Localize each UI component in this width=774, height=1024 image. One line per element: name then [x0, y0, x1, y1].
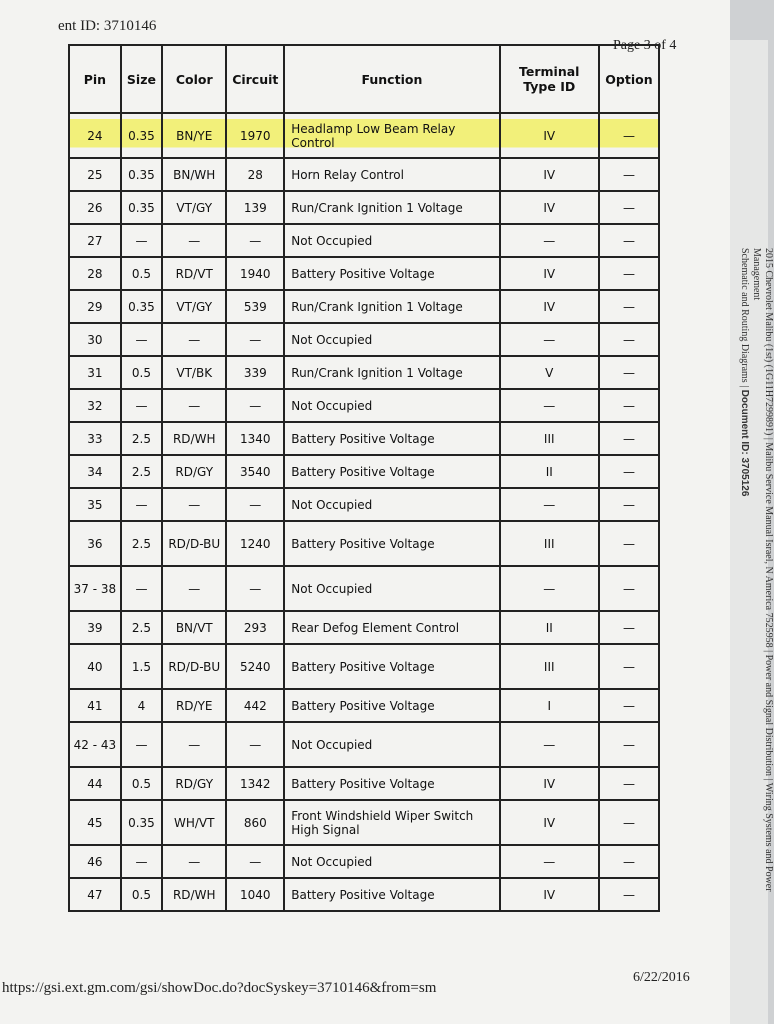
color-cell: RD/WH [162, 422, 226, 455]
option-cell: — [599, 257, 659, 290]
option-cell: — [599, 422, 659, 455]
table-row [69, 800, 659, 845]
terminal-type-cell: — [500, 722, 599, 767]
source-url: https://gsi.ext.gm.com/gsi/showDoc.do?docSyskey=3710146&from=sm [2, 980, 437, 996]
terminal-type-cell: IV [500, 113, 599, 158]
terminal-type-cell: III [500, 644, 599, 689]
table-row [69, 158, 659, 191]
function-cell: Battery Positive Voltage [284, 422, 499, 455]
pin-cell: 27 [69, 224, 121, 257]
function-cell: Rear Defog Element Control [284, 611, 499, 644]
circuit-cell: 139 [226, 191, 284, 224]
pin-cell: 33 [69, 422, 121, 455]
table-header [69, 45, 659, 113]
color-cell: BN/VT [162, 611, 226, 644]
function-cell: Not Occupied [284, 845, 499, 878]
option-cell: — [599, 722, 659, 767]
option-cell: — [599, 389, 659, 422]
table-row [69, 689, 659, 722]
table-row [69, 611, 659, 644]
pin-cell: 44 [69, 767, 121, 800]
terminal-type-cell: — [500, 845, 599, 878]
size-cell: — [121, 488, 162, 521]
color-cell: RD/VT [162, 257, 226, 290]
color-cell: WH/VT [162, 800, 226, 845]
circuit-cell: — [226, 389, 284, 422]
color-cell: RD/D-BU [162, 521, 226, 566]
terminal-type-cell: — [500, 566, 599, 611]
circuit-cell: 339 [226, 356, 284, 389]
color-cell: BN/WH [162, 158, 226, 191]
table-row [69, 356, 659, 389]
circuit-cell: 1040 [226, 878, 284, 911]
color-cell: VT/GY [162, 191, 226, 224]
circuit-cell: 28 [226, 158, 284, 191]
function-cell: Battery Positive Voltage [284, 767, 499, 800]
size-cell: 1.5 [121, 644, 162, 689]
size-cell: 0.35 [121, 191, 162, 224]
option-cell: — [599, 845, 659, 878]
function-cell: Front Windshield Wiper Switch High Signal [284, 800, 499, 845]
table-row [69, 290, 659, 323]
size-cell: 0.5 [121, 356, 162, 389]
size-cell: 2.5 [121, 455, 162, 488]
size-cell: 2.5 [121, 611, 162, 644]
table-row [69, 767, 659, 800]
terminal-type-cell: — [500, 488, 599, 521]
terminal-type-cell: IV [500, 878, 599, 911]
side-breadcrumb-line2: Schematic and Routing Diagrams | [739, 248, 750, 388]
pin-cell: 46 [69, 845, 121, 878]
color-cell: RD/WH [162, 878, 226, 911]
pin-cell: 39 [69, 611, 121, 644]
pin-cell: 25 [69, 158, 121, 191]
pin-cell: 29 [69, 290, 121, 323]
option-cell: — [599, 878, 659, 911]
function-cell: Run/Crank Ignition 1 Voltage [284, 356, 499, 389]
circuit-cell: — [226, 566, 284, 611]
size-cell: — [121, 323, 162, 356]
function-cell: Run/Crank Ignition 1 Voltage [284, 191, 499, 224]
circuit-cell: — [226, 323, 284, 356]
size-cell: — [121, 566, 162, 611]
function-cell: Run/Crank Ignition 1 Voltage [284, 290, 499, 323]
document-id: ent ID: 3710146 [58, 18, 157, 34]
pin-cell: 30 [69, 323, 121, 356]
pin-cell: 47 [69, 878, 121, 911]
pin-cell: 42 - 43 [69, 722, 121, 767]
size-cell: 0.5 [121, 257, 162, 290]
table-row [69, 422, 659, 455]
circuit-cell: 539 [226, 290, 284, 323]
pin-cell: 45 [69, 800, 121, 845]
page-number: Page 3 of 4 [613, 38, 677, 53]
pin-cell: 40 [69, 644, 121, 689]
table-row [69, 644, 659, 689]
option-cell: — [599, 566, 659, 611]
circuit-cell: — [226, 845, 284, 878]
column-header: Color [162, 45, 226, 113]
color-cell: VT/GY [162, 290, 226, 323]
color-cell: BN/YE [162, 113, 226, 158]
column-header: Terminal Type ID [500, 45, 599, 113]
pin-cell: 35 [69, 488, 121, 521]
table-row [69, 224, 659, 257]
terminal-type-cell: IV [500, 767, 599, 800]
table-row [69, 257, 659, 290]
option-cell: — [599, 800, 659, 845]
function-cell: Battery Positive Voltage [284, 455, 499, 488]
option-cell: — [599, 113, 659, 158]
size-cell: — [121, 389, 162, 422]
option-cell: — [599, 488, 659, 521]
table-row [69, 845, 659, 878]
terminal-type-cell: I [500, 689, 599, 722]
pin-cell: 34 [69, 455, 121, 488]
table-row [69, 389, 659, 422]
circuit-cell: — [226, 224, 284, 257]
color-cell: RD/GY [162, 767, 226, 800]
side-breadcrumb-line1: 2015 Chevrolet Malibu (1st) (1G11H7299891) | Malibu Service Manual Israel, N America 7525958 | Power and Signal Distribution | Wiring Systems and Power Management [751, 248, 774, 892]
pin-cell: 31 [69, 356, 121, 389]
function-cell: Not Occupied [284, 566, 499, 611]
pin-cell: 32 [69, 389, 121, 422]
terminal-type-cell: — [500, 323, 599, 356]
option-cell: — [599, 767, 659, 800]
option-cell: — [599, 689, 659, 722]
column-header: Size [121, 45, 162, 113]
column-header: Function [284, 45, 499, 113]
pin-cell: 37 - 38 [69, 566, 121, 611]
color-cell: RD/GY [162, 455, 226, 488]
option-cell: — [599, 158, 659, 191]
size-cell: 2.5 [121, 521, 162, 566]
option-cell: — [599, 323, 659, 356]
table-row [69, 113, 659, 158]
terminal-type-cell: IV [500, 158, 599, 191]
option-cell: — [599, 290, 659, 323]
terminal-type-cell: IV [500, 290, 599, 323]
table-row [69, 722, 659, 767]
circuit-cell: 293 [226, 611, 284, 644]
pin-table [68, 44, 660, 912]
option-cell: — [599, 644, 659, 689]
color-cell: RD/D-BU [162, 644, 226, 689]
function-cell: Not Occupied [284, 323, 499, 356]
table-row [69, 878, 659, 911]
function-cell: Battery Positive Voltage [284, 257, 499, 290]
column-header: Circuit [226, 45, 284, 113]
terminal-type-cell: V [500, 356, 599, 389]
pin-cell: 41 [69, 689, 121, 722]
size-cell: 4 [121, 689, 162, 722]
side-breadcrumb [738, 248, 774, 908]
circuit-cell: — [226, 722, 284, 767]
function-cell: Not Occupied [284, 488, 499, 521]
function-cell: Headlamp Low Beam Relay Control [284, 113, 499, 158]
side-document-id: Document ID: 3705126 [739, 389, 750, 497]
function-cell: Battery Positive Voltage [284, 521, 499, 566]
circuit-cell: 3540 [226, 455, 284, 488]
pin-cell: 24 [69, 113, 121, 158]
circuit-cell: 1340 [226, 422, 284, 455]
circuit-cell: — [226, 488, 284, 521]
function-cell: Not Occupied [284, 224, 499, 257]
table-body [69, 113, 659, 911]
option-cell: — [599, 224, 659, 257]
option-cell: — [599, 611, 659, 644]
terminal-type-cell: IV [500, 257, 599, 290]
color-cell: — [162, 488, 226, 521]
option-cell: — [599, 455, 659, 488]
circuit-cell: 5240 [226, 644, 284, 689]
color-cell: — [162, 389, 226, 422]
function-cell: Battery Positive Voltage [284, 644, 499, 689]
color-cell: — [162, 566, 226, 611]
terminal-type-cell: IV [500, 800, 599, 845]
column-header: Option [599, 45, 659, 113]
terminal-type-cell: II [500, 611, 599, 644]
size-cell: 0.35 [121, 800, 162, 845]
color-cell: — [162, 323, 226, 356]
size-cell: 0.35 [121, 113, 162, 158]
table-row [69, 488, 659, 521]
terminal-type-cell: II [500, 455, 599, 488]
circuit-cell: 1342 [226, 767, 284, 800]
circuit-cell: 860 [226, 800, 284, 845]
circuit-cell: 1940 [226, 257, 284, 290]
circuit-cell: 442 [226, 689, 284, 722]
color-cell: — [162, 845, 226, 878]
pin-cell: 26 [69, 191, 121, 224]
option-cell: — [599, 521, 659, 566]
size-cell: 0.35 [121, 290, 162, 323]
circuit-cell: 1240 [226, 521, 284, 566]
size-cell: 0.5 [121, 878, 162, 911]
function-cell: Battery Positive Voltage [284, 689, 499, 722]
color-cell: VT/BK [162, 356, 226, 389]
size-cell: — [121, 224, 162, 257]
color-cell: RD/YE [162, 689, 226, 722]
size-cell: 2.5 [121, 422, 162, 455]
circuit-cell: 1970 [226, 113, 284, 158]
function-cell: Not Occupied [284, 389, 499, 422]
function-cell: Horn Relay Control [284, 158, 499, 191]
table-row [69, 323, 659, 356]
terminal-type-cell: III [500, 422, 599, 455]
size-cell: 0.5 [121, 767, 162, 800]
pin-cell: 28 [69, 257, 121, 290]
terminal-type-cell: IV [500, 191, 599, 224]
table-row [69, 566, 659, 611]
terminal-type-cell: — [500, 389, 599, 422]
function-cell: Battery Positive Voltage [284, 878, 499, 911]
pin-cell: 36 [69, 521, 121, 566]
size-cell: — [121, 722, 162, 767]
option-cell: — [599, 191, 659, 224]
option-cell: — [599, 356, 659, 389]
function-cell: Not Occupied [284, 722, 499, 767]
size-cell: — [121, 845, 162, 878]
terminal-type-cell: III [500, 521, 599, 566]
table-row [69, 521, 659, 566]
color-cell: — [162, 722, 226, 767]
print-date: 6/22/2016 [633, 970, 690, 985]
terminal-type-cell: — [500, 224, 599, 257]
size-cell: 0.35 [121, 158, 162, 191]
table-row [69, 191, 659, 224]
table-row [69, 455, 659, 488]
color-cell: — [162, 224, 226, 257]
column-header: Pin [69, 45, 121, 113]
